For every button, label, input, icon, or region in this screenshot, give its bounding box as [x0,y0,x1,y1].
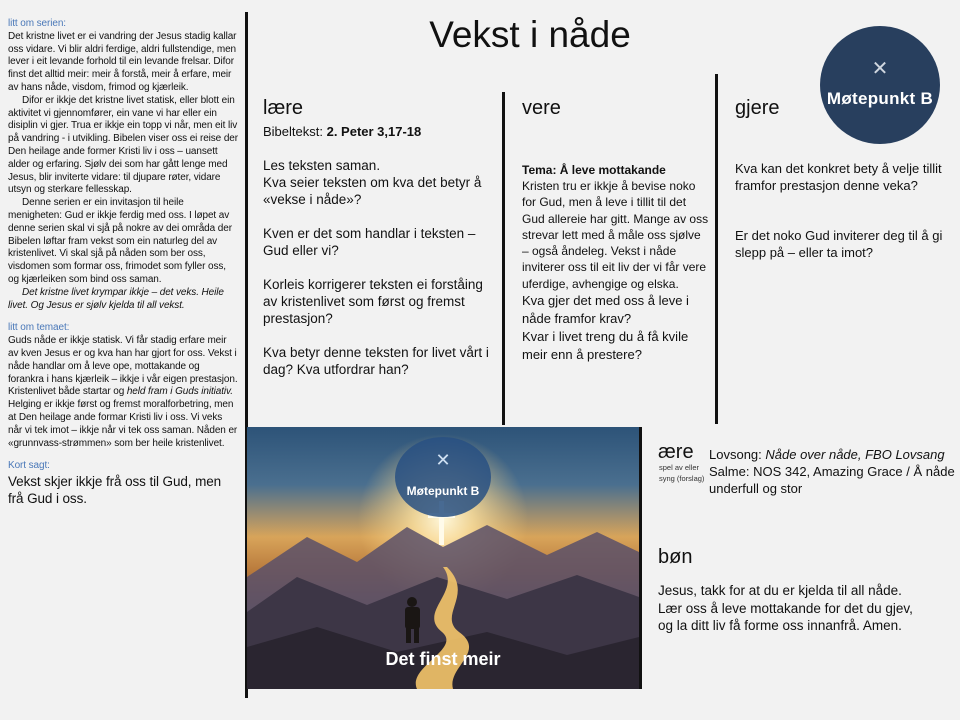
series-intro-column [8,18,238,507]
aere-song-1-title: Nåde over nåde, FBO Lovsang [765,447,945,462]
laere-section [263,96,498,378]
gjere-question-2: Er det noko Gud inviterer deg til å gi slepp på – eller ta imot? [735,228,943,260]
photo-logo-text: Møtepunkt B [406,484,480,498]
photo-cross-x-icon: ✕ [435,450,451,470]
aere-song-1-label: Lovsong: [709,447,766,462]
aere-song-1 [709,446,955,463]
divider-laere-vere [502,92,505,425]
photo-caption: Det finst meir [385,649,501,669]
bible-reference-label: Bibeltekst: [263,124,327,139]
theme-text-a: Guds nåde er ikkje statisk. Vi får stadig erfare meir av kven Jesus er og kva han har gjort for oss. Vekst i nåde handlar om å leve ope, mottakande og forankra i hans kjærleik – ikkje i vår eigen prestasjon. Kristenlivet både startar og [8,335,238,398]
series-paragraph-3: Denne serien er ein invitasjon til heile menigheten: Gud er ikkje ferdig med oss. I løpet av denne serien skal vi sjå på nokre av dei områda der Bibelen løftar fram vekst som ein naturleg del av kristenlivet. Vi skal sjå på nåden som ber oss, visdomen som formar oss, frimodet som fyller oss, og kjærleiken som bind oss saman. [8,197,232,285]
bible-reference [263,123,498,140]
laere-question-4: Korleis korrigerer teksten ei forståing av kristenlivet som først og fremst prestasjon? [263,277,483,326]
bon-line-1: Jesus, takk for at du er kjelda til all nåde. [658,583,902,598]
aere-song-2: Salme: NOS 342, Amazing Grace / Å nåde underfull og stor [709,464,955,496]
laere-question-2: Kva seier teksten om kva det betyr å «vekse i nåde»? [263,175,482,207]
theme-text-italic: held fram i Guds initiativ. [126,386,233,398]
divider-photo-right [639,427,642,689]
page-title: Vekst i nåde [429,14,631,55]
hiker-cross-image [247,427,639,689]
series-heading: litt om serien: [8,18,66,29]
logo-text: Møtepunkt B [826,89,934,108]
bon-line-2: Lær oss å leve mottakande for det du gjev, [658,600,913,616]
series-paragraph-1: Det kristne livet er ei vandring der Jesus stadig kallar oss vidare. Vi blir aldri ferdige, aldri fullstendige, men lever i eit levande forhold til ein levande frelsar. Difor finst det alltid meir: meir å forstå, meir å erfare, meir av hans nåde, visdom, frimod og kjærleik. [8,30,237,93]
series-paragraph-2: Difor er ikkje det kristne livet statisk, eller blott ein aktivitet vi gjennomfører, ein vane vi har eller ein disiplin vi gjer. Trua er ikkje ein topp vi når, men eit liv på vandring - i utvikling. Bibelen viser oss ei reise der Den heilage ande former Kristi liv i oss – uansett alder og erfaring. Sjølv dei som har gått lenge med Jesus, blir inviterte vidare: til djupare røter, vidare utsyn og sterkare fellesskap. [8,94,238,196]
photo-logo-badge [395,437,491,517]
vere-question-2: Kvar i livet treng du å få kvile meir enn å prestere? [522,329,689,363]
series-paragraph-4: Det kristne livet krympar ikkje – det veks. Heile livet. Og Jesus er sjølv kjelda til all vekst. [8,286,224,311]
bon-heading: bøn [658,546,693,568]
vere-section [522,96,710,364]
bon-line-3: og la ditt liv få forme oss innanfrå. Amen. [658,618,902,633]
aere-note: spel av eller syng (forslag) [659,463,705,483]
bible-reference-value: 2. Peter 3,17-18 [326,124,422,139]
bon-prayer [658,582,948,635]
laere-question-1: Les teksten saman. [263,158,381,173]
theme-text-c: Helging er ikkje først og fremst moralforbetring, men at Den heilage ande formar Kristi liv i oss. Vi veks når vi tek imot – ikkje når vi tek oss saman. Nåden er «grunnvass-strømmen» som ber heile kristenlivet. [8,399,238,449]
gjere-section [735,96,950,261]
summary-heading: Kort sagt: [8,460,50,472]
vere-question-1: Kva gjer det med oss å leve i nåde framfor krav? [522,293,689,327]
aere-heading: ære [658,441,694,463]
cross-x-icon: ✕ [871,58,889,80]
aere-songs [709,446,955,497]
theme-heading: litt om temaet: [8,322,70,334]
divider-vere-gjere [715,74,718,424]
gjere-heading: gjere [735,97,780,119]
vere-theme: Tema: Å leve mottakande [522,163,666,177]
laere-question-3: Kven er det som handlar i teksten – Gud eller vi? [263,226,476,258]
laere-heading: lære [263,97,304,119]
theme-paragraph [8,335,238,450]
vere-body: Kristen tru er ikkje å bevise noko for Gud, men å leve i tillit til det Gud allereie har gitt. Mange av oss strevar lett med å måle oss sjølve – også åndeleg. Vekst i nåde inviterer oss til eit liv der vi får vere uferdige, avhengige og elska. [522,179,709,291]
vere-heading: vere [522,97,561,119]
summary-text: Vekst skjer ikkje frå oss til Gud, men frå Gud i oss. [8,474,222,507]
gjere-question-1: Kva kan det konkret bety å velje tillit framfor prestasjon denne veka? [735,161,942,193]
laere-question-5: Kva betyr denne teksten for livet vårt i dag? Kva utfordrar han? [263,345,489,377]
